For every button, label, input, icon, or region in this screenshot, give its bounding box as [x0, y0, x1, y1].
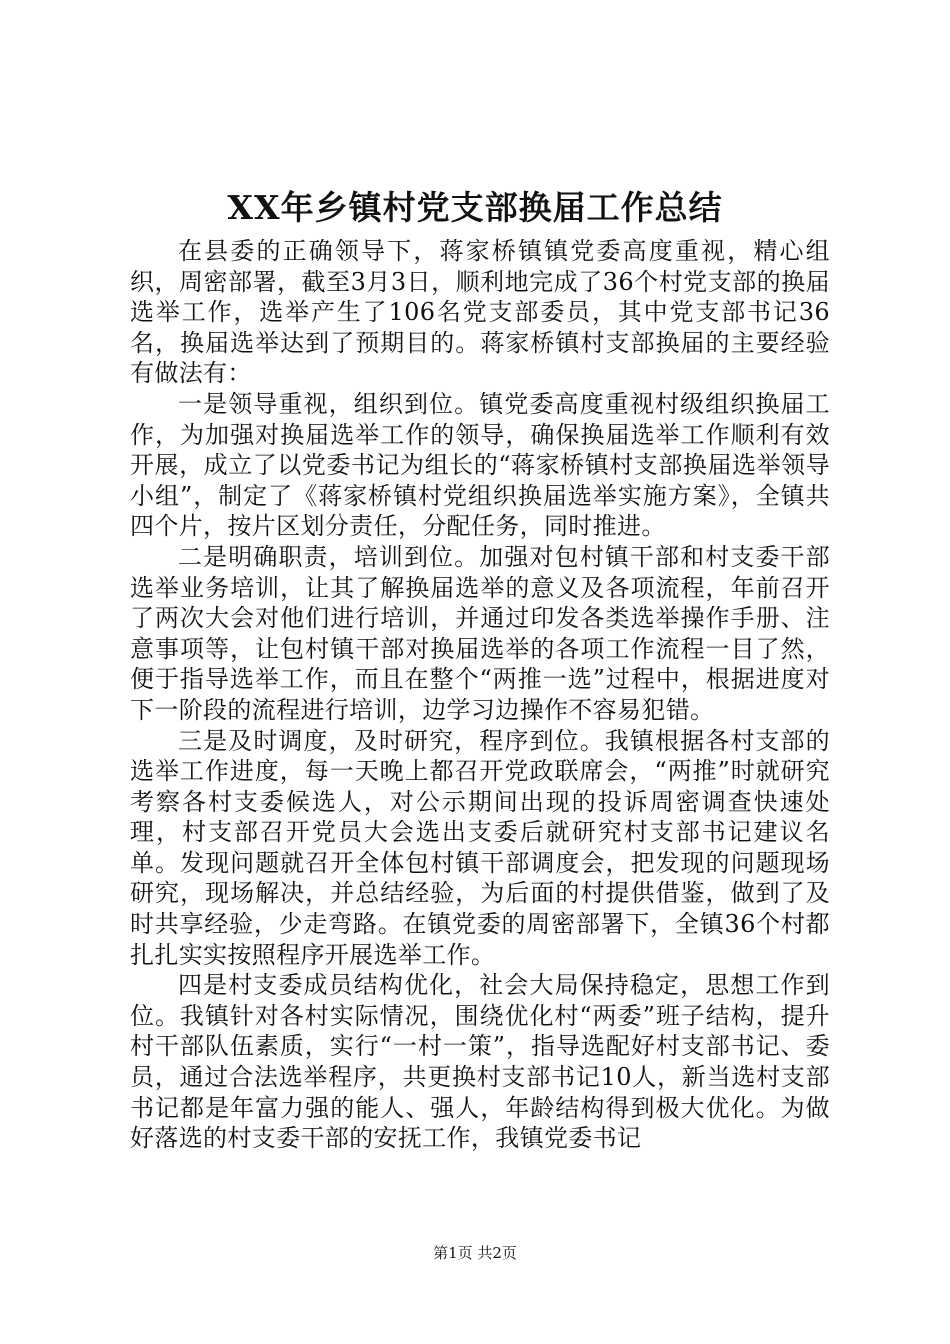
paragraph-point-two: 二是明确职责，培训到位。加强对包村镇干部和村支委干部选举业务培训，让其了解换届选举的意义及各项流程，年前召开了两次大会对他们进行培训，并通过印发各类选举操作手册、注意事项等，让包村镇干部对换届选举的各项工作流程一目了然，便于指导选举工作，而且在整个“两推一选”过程中，根据进度对下一阶段的流程进行培训，边学习边操作不容易犯错。: [130, 542, 830, 724]
page-number-footer: 第1页 共2页: [433, 1244, 517, 1262]
paragraph-point-one: 一是领导重视，组织到位。镇党委高度重视村级组织换届工作，为加强对换届选举工作的领导，确保换届选举工作顺利有效开展，成立了以党委书记为组长的“蒋家桥镇村支部换届选举领导小组”，制定了《蒋家桥镇村党组织换届选举实施方案》，全镇共四个片，按片区划分责任，分配任务，同时推进。: [130, 389, 830, 541]
paragraph-intro: 在县委的正确领导下，蒋家桥镇镇党委高度重视，精心组织，周密部署，截至3月3日，顺利地完成了36个村党支部的换届选举工作，选举产生了106名党支部委员，其中党支部书记36名，换届选举达到了预期目的。蒋家桥镇村支部换届的主要经验有做法有：: [130, 237, 830, 388]
document-body: [130, 236, 830, 1154]
paragraph-point-three: 三是及时调度，及时研究，程序到位。我镇根据各村支部的选举工作进度，每一天晚上都召开党政联席会，“两推”时就研究考察各村支委候选人，对公示期间出现的投诉周密调查快速处理，村支部召开党员大会选出支委后就研究村支部书记建议名单。发现问题就召开全体包村镇干部调度会，把发现的问题现场研究，现场解决，并总结经验，为后面的村提供借鉴，做到了及时共享经验，少走弯路。在镇党委的周密部署下，全镇36个村都扎扎实实按照程序开展选举工作。: [130, 726, 830, 969]
paragraph-point-four: 四是村支委成员结构优化，社会大局保持稳定，思想工作到位。我镇针对各村实际情况，围绕优化村“两委”班子结构，提升村干部队伍素质，实行“一村一策”，指导选配好村支部书记、委员，通过合法选举程序，共更换村支部书记10人，新当选村支部书记都是年富力强的能人、强人，年龄结构得到极大优化。为做好落选的村支委干部的安抚工作，我镇党委书记: [130, 971, 830, 1153]
document-title: XX年乡镇村党支部换届工作总结: [227, 188, 723, 227]
